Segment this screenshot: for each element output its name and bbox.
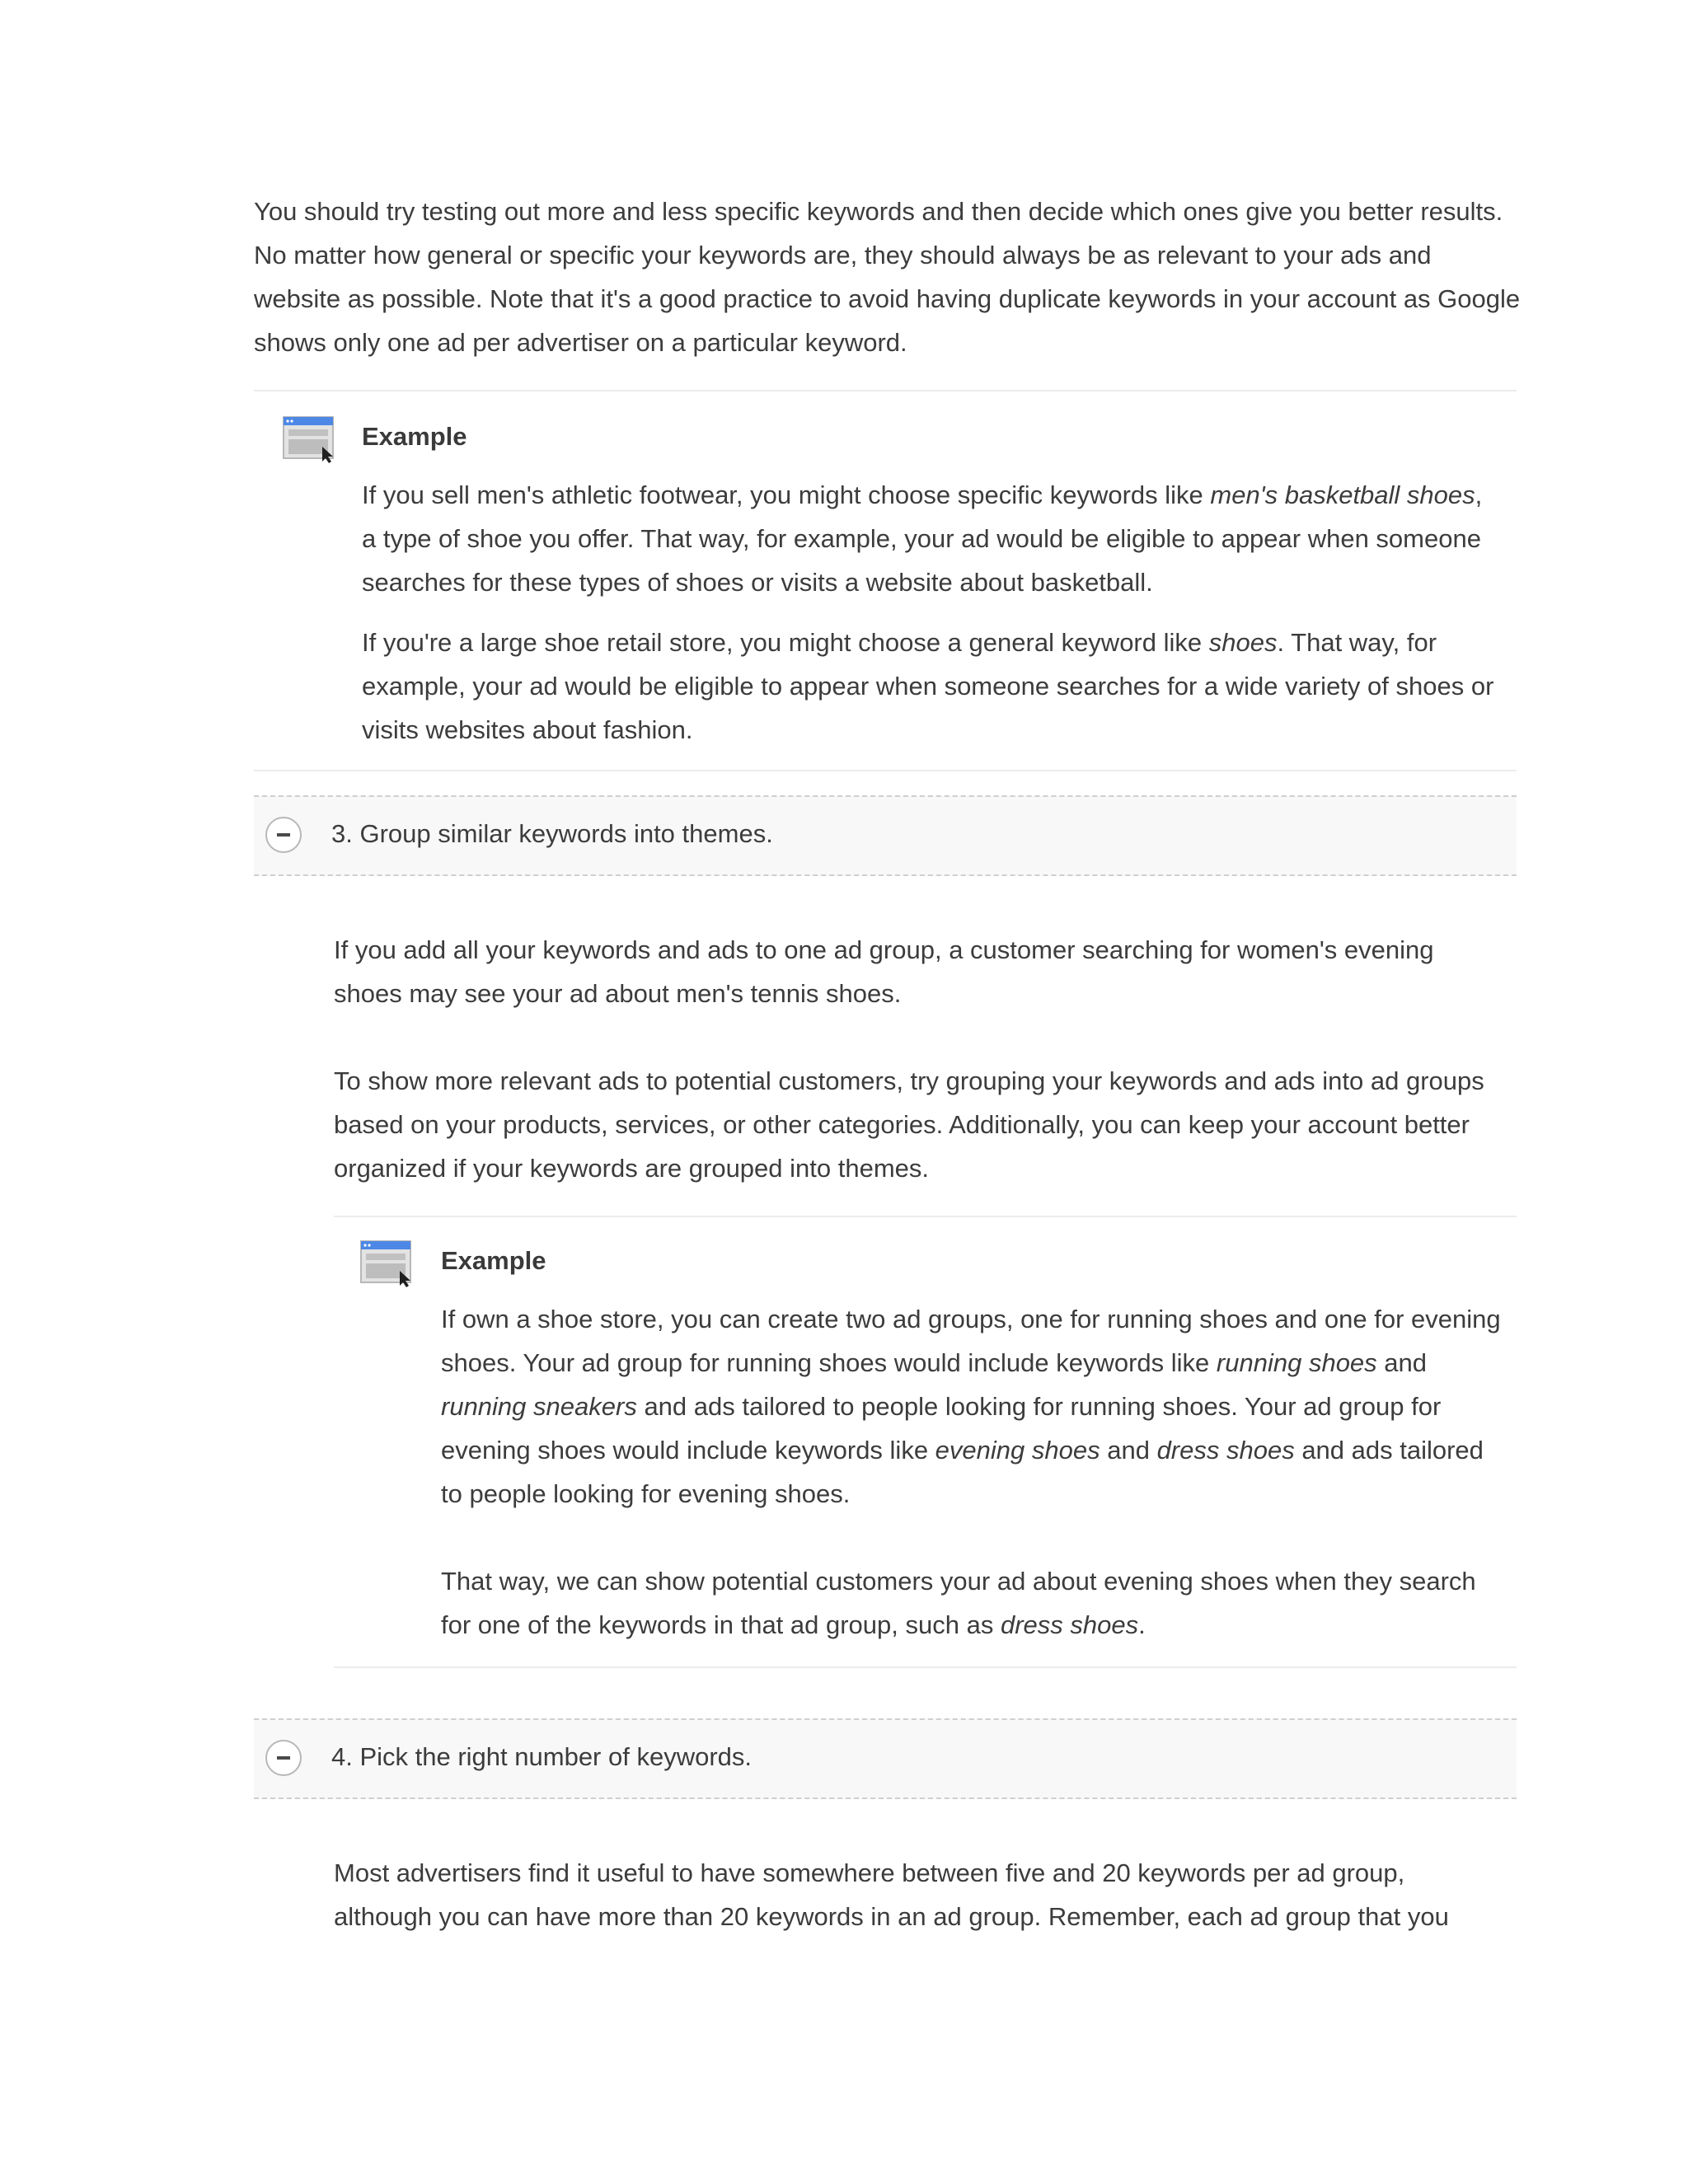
example-paragraph: If own a shoe store, you can create two ad groups, one for running shoes and one for evening shoes. Your ad group for running shoes would include keywords like running shoes and running sneakers and ads tailored to people looking for running shoes. Your ad group for evening shoes would include keywords like evening shoes and dress shoes and ads tailored to people looking for evening shoes. (441, 1305, 1501, 1508)
section-title: 3. Group similar keywords into themes. (331, 819, 773, 848)
section-title: 4. Pick the right number of keywords. (331, 1742, 753, 1771)
example-box-2 (334, 1216, 1517, 1666)
divider (254, 770, 1517, 771)
example-box-1 (254, 391, 1517, 770)
section-header-3[interactable] (254, 795, 1517, 876)
section-header-4[interactable] (254, 1718, 1517, 1799)
collapse-minus-icon[interactable] (265, 817, 302, 853)
example-paragraph: If you're a large shoe retail store, you might choose a general keyword like shoes. That way, for example, your ad would be eligible to appear when someone searches for a wide variety of shoes or visits websites about fashion. (362, 628, 1494, 744)
section-paragraph: To show more relevant ads to potential customers, try grouping your keywords and ads into ad groups based on your products, services, or other categories. Additionally, you can keep your account better organized if your keywords are grouped into themes. (334, 1066, 1484, 1183)
intro-paragraph: You should try testing out more and less specific keywords and then decide which ones give you better results. No matter how general or specific your keywords are, they should always be as relevant to your ads and website as possible. Note that it's a good practice to avoid having duplicate keywords in your account as Google shows only one ad per advertiser on a particular keyword. (254, 197, 1521, 357)
divider (334, 1666, 1517, 1668)
example-paragraph: That way, we can show potential customers your ad about evening shoes when they search for one of the keywords in that ad group, such as dress shoes. (441, 1567, 1476, 1639)
example-body (362, 473, 1499, 752)
example-paragraph: If you sell men's athletic footwear, you might choose specific keywords like men's basketball shoes, a type of shoe you offer. That way, for example, your ad would be eligible to appear when someone searches for these types of shoes or visits a website about basketball. (362, 480, 1483, 597)
example-title: Example (362, 422, 467, 451)
browser-window-icon (283, 415, 335, 463)
section-paragraph: Most advertisers find it useful to have somewhere between five and 20 keywords per ad group, although you can have more than 20 keywords in an ad group. Remember, each ad group that you (334, 1858, 1449, 1931)
collapse-minus-icon[interactable] (265, 1740, 302, 1776)
example-body (441, 1297, 1504, 1647)
section-paragraph: If you add all your keywords and ads to one ad group, a customer searching for women's evening shoes may see your ad about men's tennis shoes. (334, 935, 1434, 1008)
example-title: Example (441, 1246, 546, 1275)
browser-window-icon (360, 1240, 413, 1287)
